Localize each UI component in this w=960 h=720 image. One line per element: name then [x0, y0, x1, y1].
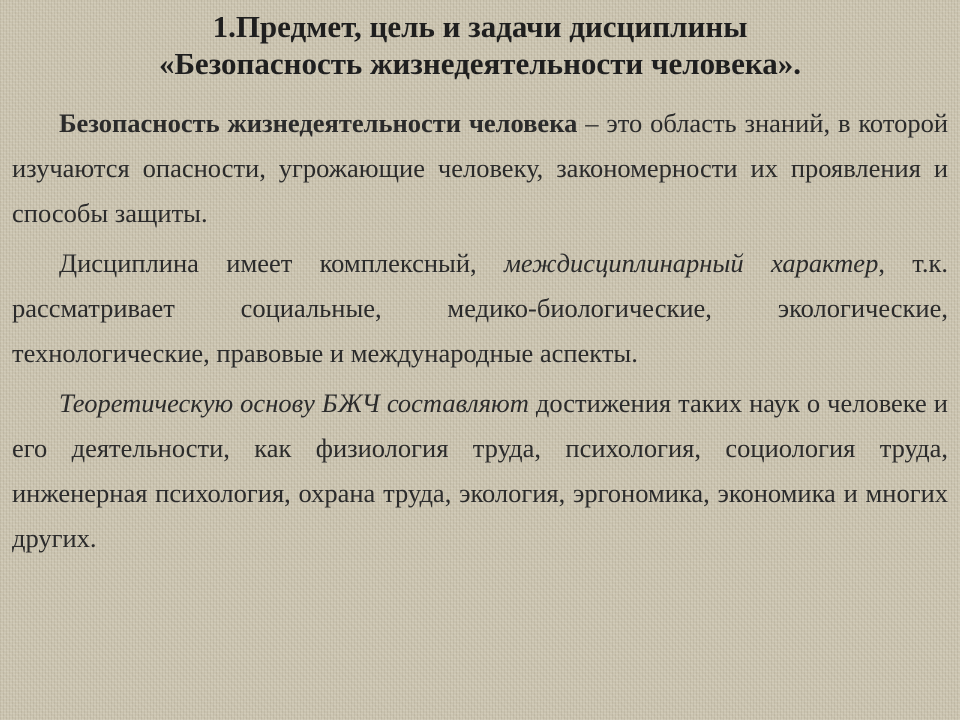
interdisciplinary-text-before: Дисциплина имеет комплексный,	[59, 248, 504, 278]
theoretical-basis-italic: Теоретическую основу БЖЧ составляют	[59, 388, 529, 418]
definition-text: – это область знаний, в которой изучаются опасности, угрожающие человеку, закономерности их проявления и способы защиты.	[12, 108, 948, 228]
slide-title-line-1: 1.Предмет, цель и задачи дисциплины	[212, 9, 748, 44]
theoretical-basis-text: достижения таких наук о человеке и его деятельности, как физиология труда, психология, социология труда, инженерная психология, охрана труда, экология, эргономика, экономика и многих других.	[12, 388, 948, 553]
interdisciplinary-text-after: , т.к. рассматривает социальные, медико-биологические, экологические, технологические, правовые и международные аспекты.	[12, 248, 948, 368]
definition-term: Безопасность жизнедеятельности человека	[59, 108, 578, 138]
interdisciplinary-italic: междисциплинарный характер	[503, 248, 879, 278]
slide-title-line-2: «Безопасность жизнедеятельности человека».	[158, 46, 802, 81]
paragraph-definition	[12, 101, 948, 236]
slide-title	[0, 8, 960, 82]
paragraph-interdisciplinary	[12, 241, 948, 376]
slide-body	[12, 101, 948, 566]
paragraph-theoretical-basis	[12, 381, 948, 561]
